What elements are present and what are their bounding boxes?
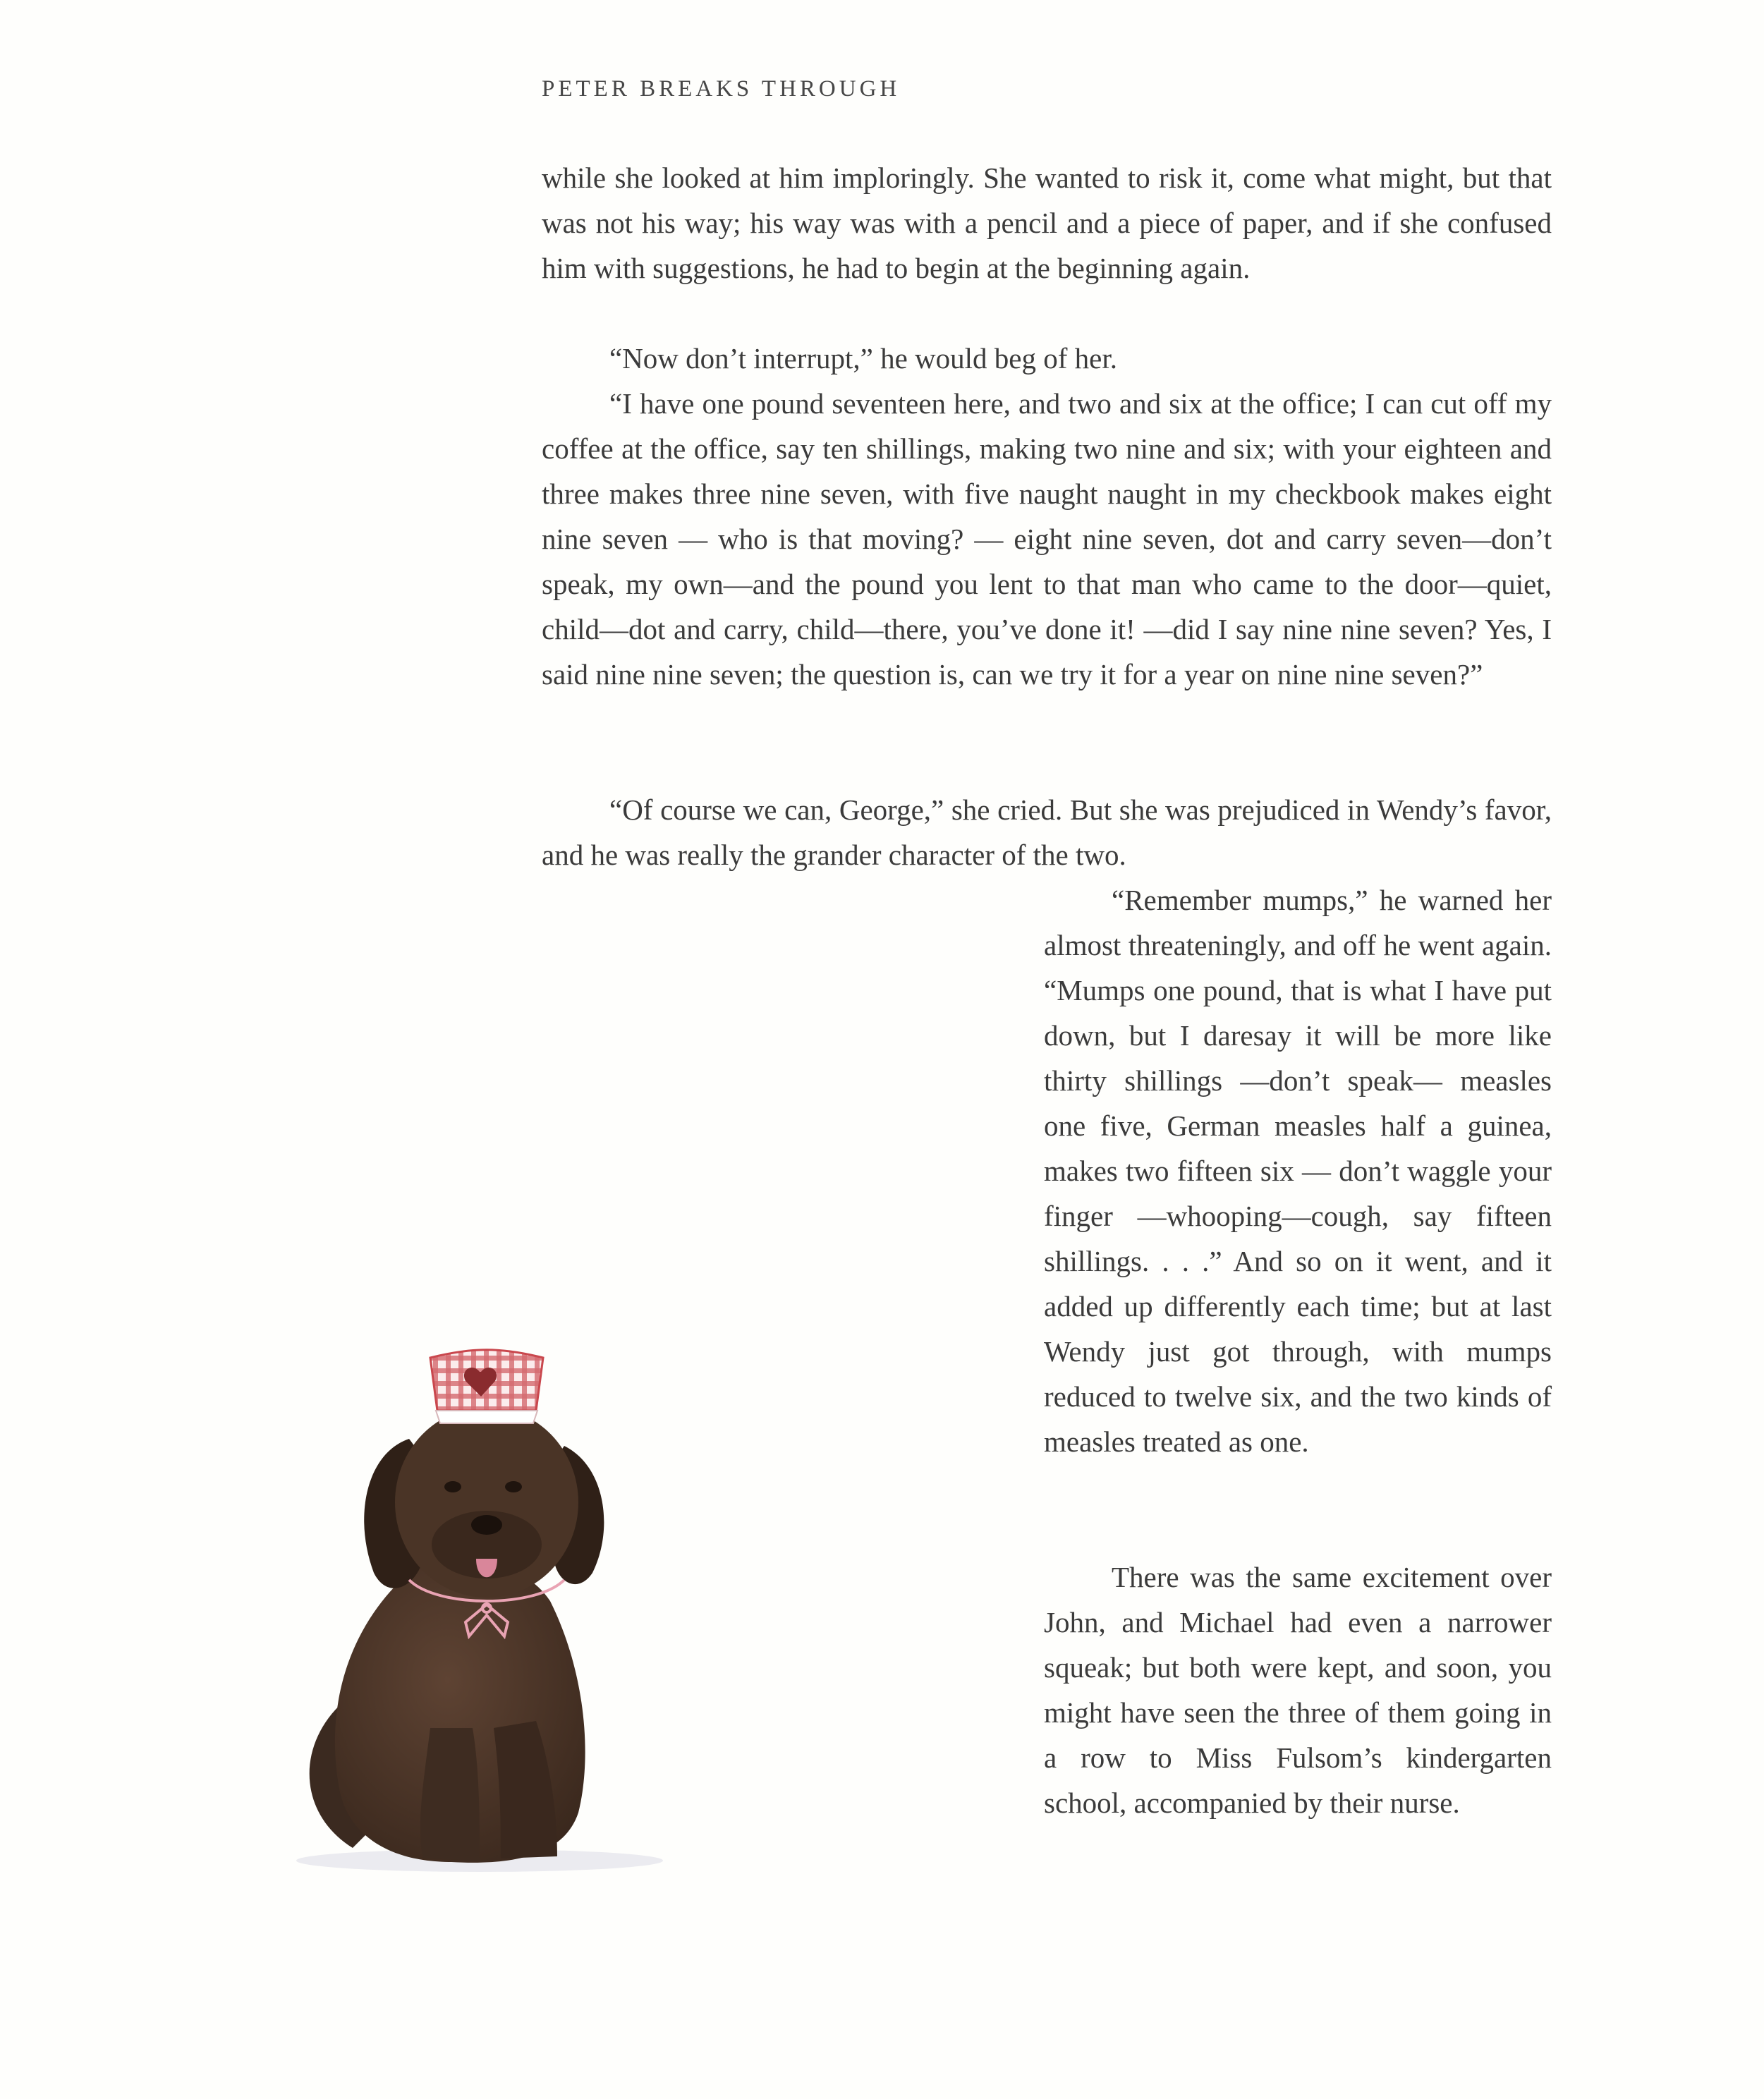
paragraph-4: “Of course we can, George,” she cried. But she was prejudiced in Wendy’s favor, and he was really the grander character of the two. [542,793,1552,871]
paragraph-2: “Now don’t interrupt,” he would beg of her. [609,342,1117,375]
paragraph-5: “Remember mumps,” he warned her almost threateningly, and off he went again. “Mumps one pound, that is what I have put down, but I daresay it will be more like thirty shillings —don’t speak— measles one five, German measles half a guinea, makes two fifteen six — don’t waggle your finger —whooping—cough, say fifteen shillings. . . .” And so on it went, and it added up differently each time; but at last Wendy just got through, with mumps reduced to twelve six, and the two kinds of measles treated as one. [1044,884,1552,1458]
dog-with-nurse-cap-icon [268,1305,705,1897]
running-head: PETER BREAKS THROUGH [542,76,901,102]
dog-illustration [268,1305,705,1897]
paragraph-6: There was the same excitement over John, and Michael had even a narrower squeak; but both were kept, and soon, you might have seen the three of them going in a row to Miss Fulsom’s kindergarten school, accompanied by their nurse. [1044,1561,1552,1819]
paragraph-3: “I have one pound seventeen here, and two and six at the office; I can cut off my coffee at the office, say ten shillings, making two nine and six; with your eighteen and three makes three nine seven, with five naught naught in my checkbook makes eight nine seven — who is that moving? — eight nine seven, dot and carry seven—don’t speak, my own—and the pound you lent to that man who came to the door—quiet, child—dot and carry, child—there, you’ve done it! —did I say nine nine seven? Yes, I said nine nine seven; the question is, can we try it for a year on nine nine seven?” [542,387,1552,690]
paragraph-1: while she looked at him imploringly. She wanted to risk it, come what might, but that was not his way; his way was with a pencil and a piece of paper, and if she confused him with suggestions, he had to begin at the beginning again. [542,162,1552,284]
